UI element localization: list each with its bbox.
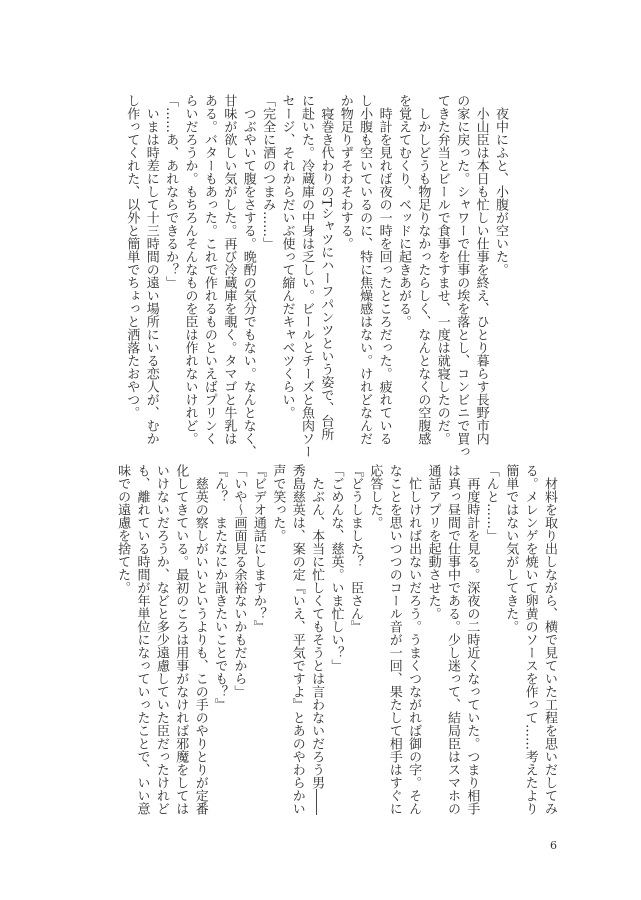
dialogue-line: 『ビデオ通話にしますか？』 xyxy=(250,464,266,633)
text-line: に赴いた。冷蔵庫の中身は乏しい。ビールとチーズと魚肉ソー xyxy=(298,94,314,458)
text-line: 通話アプリを起動させた。 xyxy=(425,464,441,620)
text-line: 慈英の察しがいいというよりも、この手のやりとりが定番 xyxy=(192,477,208,815)
text-line: か物足りずそわそわする。 xyxy=(337,94,353,250)
text-line: 味での遠慮を捨てた。 xyxy=(115,464,131,594)
text-line: たぶん、本当に忙しくてもそうとは言わないだろう男―― xyxy=(309,477,325,815)
text-line: は真っ昼間で仕事中である。少し迷って、結局臣はスマホの xyxy=(444,464,460,815)
text-line: 応答した。 xyxy=(367,464,383,529)
dialogue-line: 『ん？ またなにか訊きたいことでも？』 xyxy=(212,464,228,711)
text-line: 寝巻き代わりのTシャツにハーフパンツという姿で、台所 xyxy=(318,107,334,441)
text-line: 甘味が欲しい気がした。再び冷蔵庫を覗く。タマゴと牛乳は xyxy=(221,94,237,445)
text-line: いまは時差にして十三時間の遠い場所にいる恋人が、むか xyxy=(143,107,159,445)
text-line: らいだろうか。もちろんそんなものを臣は作れないけれど。 xyxy=(182,94,198,445)
text-line: も、離れている時間が年単位になっていったことで、いい意 xyxy=(134,464,150,815)
dialogue-line: 『どうしました？ 臣さん』 xyxy=(347,464,363,633)
text-line: 声で笑った。 xyxy=(270,464,286,542)
dialogue-line: 「ごめんな、慈英。いま忙しい？」 xyxy=(328,464,344,672)
text-line: を覚えてむくり、ベッドに起きあがる。 xyxy=(395,94,411,328)
page-number: 6 xyxy=(550,839,557,852)
text-line: の家に戻った。シャワーで仕事の埃を落とし、コンビニで買っ xyxy=(454,94,470,458)
text-line: 再度時計を見る。深夜の二時近くなっていた。つまり相手 xyxy=(464,477,480,815)
text-line: なことを思いつつのコール音が一回、果たして相手はすぐに xyxy=(386,464,402,815)
text-line: し作ってくれた、以外と簡単でちょっと洒落たおやつ。 xyxy=(124,94,140,419)
dialogue-line: 「いや～画面見る余裕ないかもだから」 xyxy=(231,464,247,698)
text-line: しかしどうも物足りなかったらしく、なんとなくの空腹感 xyxy=(415,107,431,445)
text-line: 時計を見れば夜の一時を回ったところだった。疲れている xyxy=(376,107,392,445)
dialogue-line: 「……あ、あれならできるか？」 xyxy=(163,94,179,289)
text-line: る。メレンゲを焼いて卵黄のソースを作って……考えたより xyxy=(522,464,538,815)
text-line: 簡単ではない気がしてきた。 xyxy=(503,464,519,633)
dialogue-line: 「完全に酒のつまみ……」 xyxy=(260,94,276,250)
text-line: 化してきている。最初のころは用事がなければ邪魔をしては xyxy=(173,464,189,815)
text-line: つぶやいて腹をさする。晩酌の気分でもない。なんとなく、 xyxy=(240,107,256,458)
text-line: 夜中にふと、小腹が空いた。 xyxy=(493,107,508,276)
text-line: いけないだろうか、などと多少遠慮していた臣だったけれど xyxy=(153,464,169,815)
text-block-lower xyxy=(113,464,559,815)
text-line: セージ、それからだいぶ使って縮んだキャベツくらい。 xyxy=(279,94,295,419)
text-line: し小腹も空いているのに、特に焦燥感はない。けれどなんだ xyxy=(357,94,373,445)
text-line: 小山臣は本日も忙しい仕事を終え、ひとり暮らす長野市内 xyxy=(473,107,489,445)
text-line: 材料を取り出しながら、横で見ていた工程を思いだしてみ xyxy=(542,477,557,815)
text-line: ある。バターもあった。これで作れるものといえばプリンく xyxy=(201,94,217,445)
dialogue-line: 「んと……」 xyxy=(483,464,499,542)
text-block-upper xyxy=(122,94,510,458)
text-line: 秀島慈英は、案の定『いえ、平気ですよ』とあのやわらかい xyxy=(289,464,305,815)
text-line: 忙しければ出ないだろう。うまくつながれば御の字。そん xyxy=(406,477,422,815)
text-line: てきた弁当とビールで食事をすませ、一度は就寝したのだ。 xyxy=(434,94,450,445)
